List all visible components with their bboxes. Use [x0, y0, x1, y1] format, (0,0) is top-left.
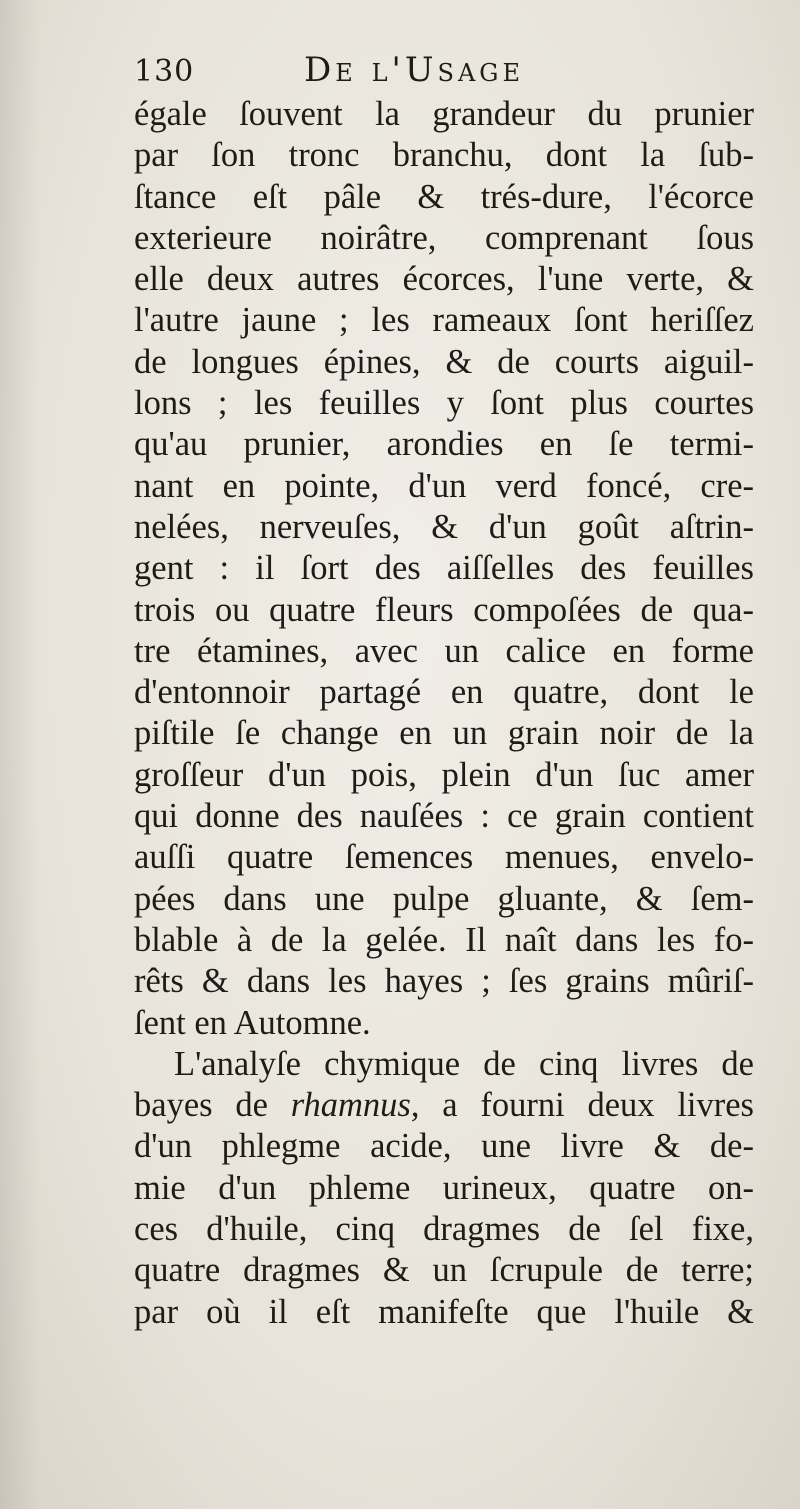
italic-word: rhamnus	[290, 1086, 411, 1125]
page-number: 130	[134, 54, 195, 89]
text-line: par ſon tronc branchu, dont la ſub-	[134, 136, 754, 175]
text-line: lons ; les feuilles y ſont plus courtes	[134, 384, 754, 423]
text-line: d'entonnoir partagé en quatre, dont le	[134, 673, 754, 712]
body-text	[134, 94, 754, 1333]
text-line: de longues épines, & de courts aiguil-	[134, 342, 754, 381]
text-line: rêts & dans les hayes ; ſes grains mûriſ-	[134, 962, 754, 1001]
running-head	[134, 50, 754, 94]
text-line: exterieure noirâtre, comprenant ſous	[134, 218, 754, 257]
text-line: tre étamines, avec un calice en forme	[134, 631, 754, 670]
text-line: mie d'un phleme urineux, quatre on-	[134, 1168, 754, 1207]
text-line: auſſi quatre ſemences menues, envelo-	[134, 838, 754, 877]
text-line: qui donne des nauſées : ce grain contient	[134, 797, 754, 836]
text-line: gent : il ſort des aiſſelles des feuilles	[134, 549, 754, 588]
text-line: ſent en Automne.	[134, 1003, 371, 1042]
text-line: l'autre jaune ; les rameaux ſont heriſſez	[134, 301, 754, 340]
text-line: L'analyſe chymique de cinq livres de	[174, 1044, 754, 1083]
text-line: nant en pointe, d'un verd foncé, cre-	[134, 466, 754, 505]
text-line: par où il eſt manifeſte que l'huile &	[134, 1292, 754, 1331]
text-fragment: bayes de	[134, 1086, 291, 1125]
text-line: piſtile ſe change en un grain noir de la	[134, 714, 754, 753]
text-line-with-italic	[134, 1085, 754, 1126]
text-line: pées dans une pulpe gluante, & ſem-	[134, 879, 754, 918]
text-line: elle deux autres écorces, l'une verte, &	[134, 260, 754, 299]
text-line: qu'au prunier, arondies en ſe termi-	[134, 425, 754, 464]
text-fragment: , a fourni deux livres	[410, 1086, 754, 1125]
text-line: groſſeur d'un pois, plein d'un ſuc amer	[134, 755, 754, 794]
text-line: quatre dragmes & un ſcrupule de terre;	[134, 1251, 754, 1290]
spine-shadow	[0, 0, 40, 1509]
text-line: ſtance eſt pâle & trés-dure, l'écorce	[134, 177, 754, 216]
text-line: d'un phlegme acide, une livre & de-	[134, 1127, 754, 1166]
text-line: trois ou quatre fleurs compoſées de qua-	[134, 590, 754, 629]
text-line: blable à de la gelée. Il naît dans les fo-	[134, 920, 754, 959]
text-block	[134, 50, 754, 1333]
text-line: égale ſouvent la grandeur du prunier	[134, 95, 754, 133]
running-title: De l'Usage	[304, 50, 524, 90]
text-line: ces d'huile, cinq dragmes de ſel fixe,	[134, 1210, 754, 1249]
text-line: nelées, nerveuſes, & d'un goût aſtrin-	[134, 507, 754, 546]
